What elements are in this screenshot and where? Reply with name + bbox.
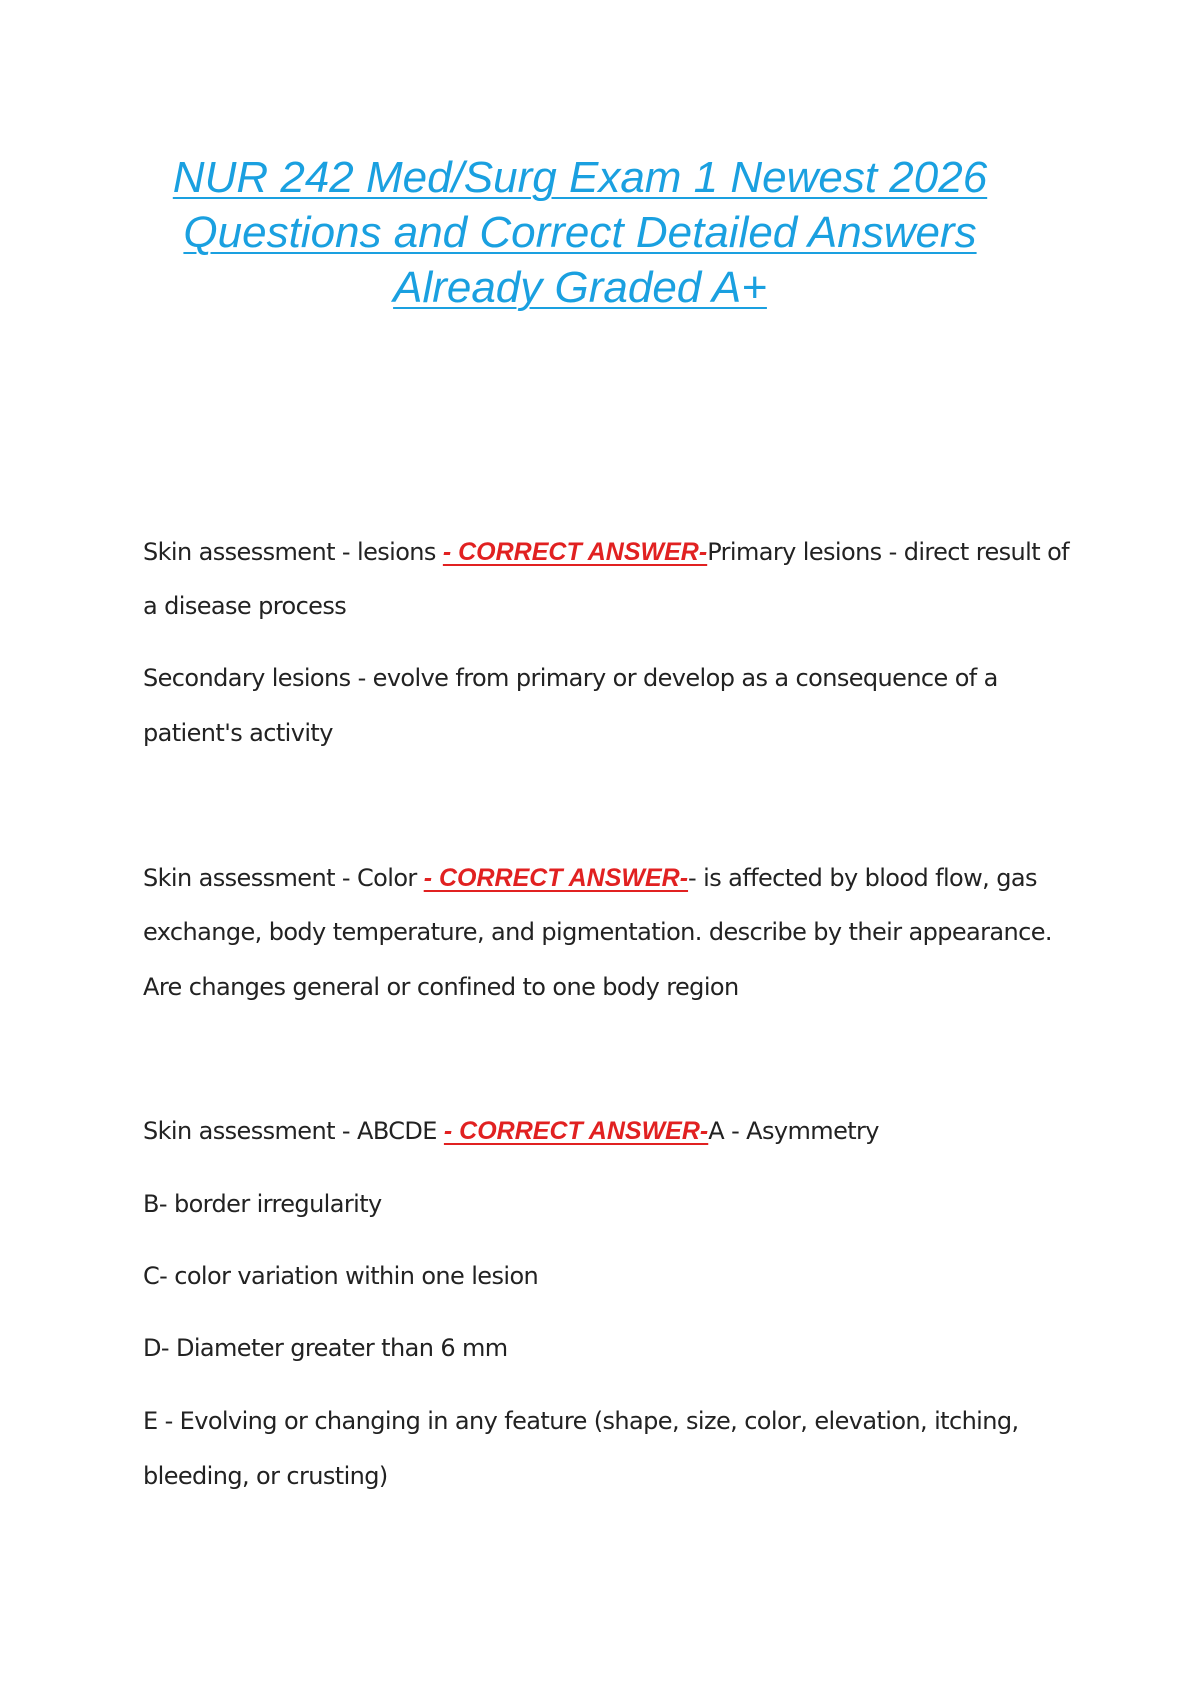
qa-2-line: Are changes general or confined to one body region — [143, 973, 739, 1001]
qa-1-answer-start: Primary lesions - direct result of — [707, 538, 1069, 566]
qa-2-first-line — [143, 864, 1037, 893]
qa-3-line: C- color variation within one lesion — [143, 1262, 539, 1290]
qa-1-line: Secondary lesions - evolve from primary or develop as a consequence of a — [143, 664, 998, 692]
qa-3-line: bleeding, or crusting) — [143, 1462, 388, 1490]
title-line-2: Questions and Correct Detailed Answers — [183, 208, 977, 257]
qa-2-correct-answer-marker: - CORRECT ANSWER- — [423, 864, 689, 892]
qa-1-line: a disease process — [143, 592, 347, 620]
qa-1-first-line — [143, 538, 1069, 567]
qa-3-question: Skin assessment - ABCDE — [143, 1117, 444, 1145]
title-line-1: NUR 242 Med/Surg Exam 1 Newest 2026 — [172, 153, 988, 202]
document-title — [140, 150, 1020, 315]
qa-3-line: B- border irregularity — [143, 1190, 382, 1218]
qa-3-answer-start: A - Asymmetry — [708, 1117, 879, 1145]
qa-3-line: D- Diameter greater than 6 mm — [143, 1334, 508, 1362]
qa-3-line: E - Evolving or changing in any feature (shape, size, color, elevation, itching, — [143, 1407, 1019, 1435]
title-line-3: Already Graded A+ — [393, 263, 767, 312]
qa-2-question: Skin assessment - Color — [143, 864, 424, 892]
qa-1-correct-answer-marker: - CORRECT ANSWER- — [442, 538, 708, 566]
qa-1-question: Skin assessment - lesions — [143, 538, 443, 566]
qa-2-line: exchange, body temperature, and pigmentation. describe by their appearance. — [143, 918, 1052, 946]
qa-3-correct-answer-marker: - CORRECT ANSWER- — [443, 1117, 709, 1145]
qa-1-line: patient's activity — [143, 719, 333, 747]
qa-3-first-line — [143, 1117, 879, 1146]
qa-2-answer-start: - is affected by blood flow, gas — [688, 864, 1037, 892]
